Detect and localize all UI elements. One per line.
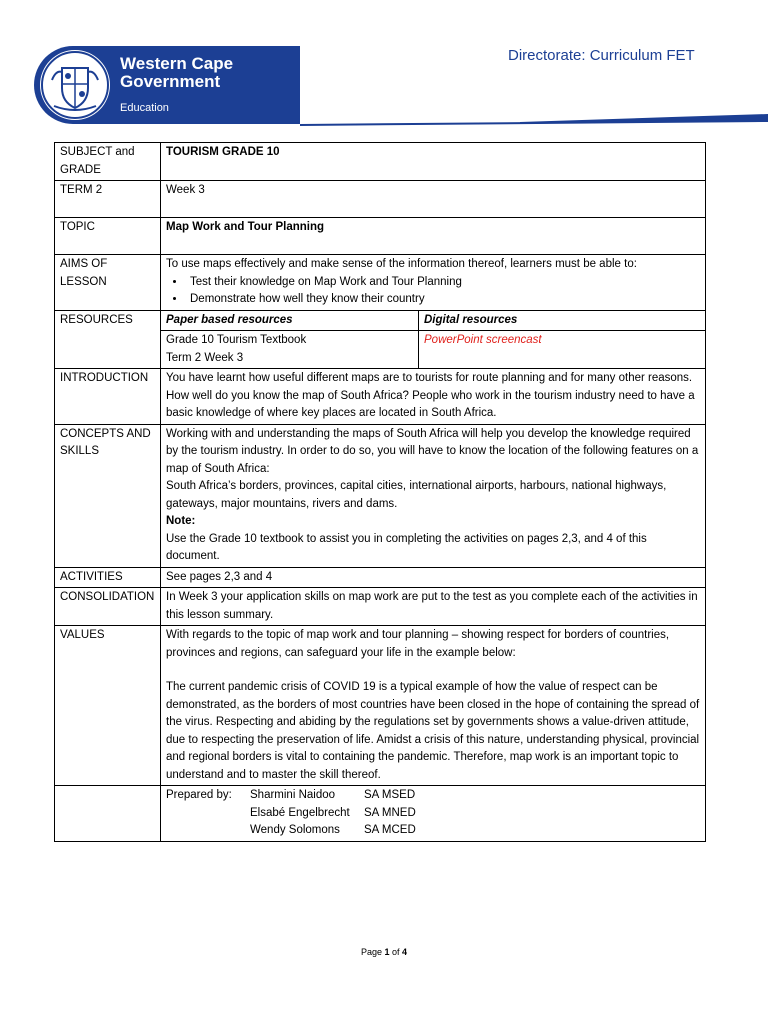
- table-row: [55, 255, 706, 311]
- activities-value: See pages 2,3 and 4: [161, 567, 706, 588]
- paragraph: South Africa’s borders, provinces, capital cities, international airports, harbours, national highways, gateways, major mountains, rivers and dams.: [166, 480, 667, 510]
- page-number: Page 1 of 4: [360, 947, 408, 957]
- aims-list: [166, 274, 700, 309]
- row-label: ACTIVITIES: [55, 567, 161, 588]
- note-label: Note:: [166, 515, 196, 527]
- paragraph: With regards to the topic of map work and tour planning – showing respect for borders of countries, provinces and regions, can safeguard your life in the example below:: [166, 629, 670, 659]
- paper-resources-heading: Paper based resources: [161, 310, 419, 331]
- aims-intro: To use maps effectively and make sense of the information thereof, learners must be able to:: [166, 258, 637, 270]
- introduction-content: [161, 369, 706, 425]
- table-row: [55, 181, 706, 218]
- term-value: Week 3: [161, 181, 706, 218]
- table-row: [55, 310, 706, 331]
- paragraph: The current pandemic crisis of COVID 19 is a typical example of how the value of respect can be demonstrated, as the borders of most countries have been closed in the hope of containing the spread of the virus. Respecting and abiding by the regulations set by governments shows a value-driven attitude, due to respecting the preservation of life. Amidst a crisis of this nature, understanding physical, provincial and regional borders is vital to containing the pandemic. Therefore, map work is an important topic to understand and to master the skill thereof.: [166, 681, 700, 781]
- brand-subtitle: Education: [120, 102, 169, 114]
- author-role: SA MNED: [364, 806, 416, 819]
- author-role: SA MCED: [364, 824, 416, 836]
- brand-line-1: Western Cape: [120, 54, 234, 73]
- author-role: SA MSED: [364, 789, 416, 801]
- topic-value: Map Work and Tour Planning: [161, 218, 706, 255]
- table-row: [55, 786, 706, 842]
- list-item: • Test their knowledge on Map Work and Tour Planning: [186, 274, 700, 292]
- list-item: Term 2 Week 3: [166, 351, 244, 364]
- digital-resources-heading: Digital resources: [419, 310, 706, 331]
- digital-resources-list: [419, 331, 706, 369]
- row-label: TOPIC: [55, 218, 161, 255]
- coat-of-arms-icon: [40, 50, 110, 120]
- row-label: INTRODUCTION: [55, 369, 161, 425]
- prepared-by: [161, 786, 706, 842]
- table-row: [55, 424, 706, 567]
- values-content: [161, 626, 706, 786]
- lesson-table: [54, 142, 706, 842]
- directorate-title: Directorate: Curriculum FET: [508, 47, 695, 64]
- list-item: Grade 10 Tourism Textbook: [166, 334, 307, 346]
- powerpoint-screencast-link[interactable]: PowerPoint screencast: [424, 334, 542, 346]
- table-row: [55, 369, 706, 425]
- aims-content: [161, 255, 706, 311]
- paragraph: How well do you know the map of South Africa? People who work in the tourism industry need to have a basic knowledge of where key places are located in South Africa.: [166, 389, 695, 419]
- row-label: TERM 2: [55, 181, 161, 218]
- table-row: [55, 218, 706, 255]
- author-name: Sharmini Naidoo: [250, 789, 336, 801]
- consolidation-value: In Week 3 your application skills on map work are put to the test as you complete each of the activities in this lesson summary.: [161, 588, 706, 626]
- paragraph: Use the Grade 10 textbook to assist you in completing the activities on pages 2,3, and 4 of this document.: [166, 532, 647, 562]
- concepts-content: [161, 424, 706, 567]
- row-label: SUBJECT and GRADE: [55, 143, 161, 181]
- author-name: Elsabé Engelbrecht: [250, 806, 350, 819]
- table-row: [55, 626, 706, 786]
- paragraph: Working with and understanding the maps of South Africa will help you develop the knowledge required by the tourism industry. In order to do so, you will have to know the location of the following features on a map of South Africa:: [166, 427, 699, 475]
- subject-value: TOURISM GRADE 10: [161, 143, 706, 181]
- prepared-label: Prepared by:: [166, 789, 232, 801]
- paper-resources-list: [161, 331, 419, 369]
- table-row: [55, 567, 706, 588]
- paragraph: You have learnt how useful different maps are to tourists for route planning and for many other reasons.: [166, 372, 693, 384]
- row-label: RESOURCES: [55, 310, 161, 369]
- wcg-logo: [34, 46, 300, 124]
- row-label: AIMS OF LESSON: [55, 255, 161, 311]
- table-row: [55, 588, 706, 626]
- table-row: [55, 143, 706, 181]
- list-item: • Demonstrate how well they know their country: [186, 291, 700, 309]
- author-name: Wendy Solomons: [250, 824, 340, 836]
- page-header: [0, 0, 768, 135]
- row-label: VALUES: [55, 626, 161, 786]
- row-label: CONSOLIDATION: [55, 588, 161, 626]
- row-label: CONCEPTS AND SKILLS: [55, 424, 161, 567]
- brand-line-2: Government: [120, 72, 221, 91]
